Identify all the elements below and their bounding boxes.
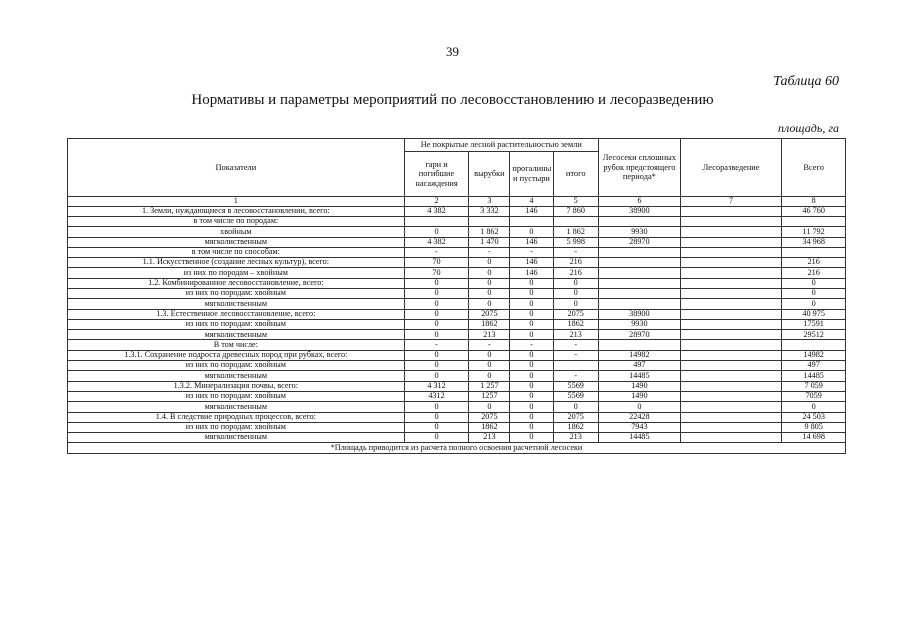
cell-cutting-areas: 28970 xyxy=(598,237,680,247)
table-row xyxy=(68,330,846,340)
row-label: в том числе по породам: xyxy=(68,216,405,226)
table-row xyxy=(68,216,846,226)
cell-total-uncovered: - xyxy=(553,340,598,350)
row-label: из них по породам: хвойным xyxy=(68,319,405,329)
table-label: Таблица 60 xyxy=(773,74,839,89)
header-afforestation: Лесоразведение xyxy=(680,139,781,197)
table-body xyxy=(68,206,846,443)
cell-glades: 0 xyxy=(510,288,553,298)
cell-glades: 0 xyxy=(510,309,553,319)
row-label: 1.2. Комбинированное лесовосстановление, всего: xyxy=(68,278,405,288)
cell-afforestation xyxy=(680,288,781,298)
cell-cutting-areas: 38900 xyxy=(598,309,680,319)
cell-total-uncovered: 216 xyxy=(553,258,598,268)
cell-grand-total: 40 975 xyxy=(782,309,846,319)
row-label: 1.3. Естественное лесовосстановление, всего: xyxy=(68,309,405,319)
row-label: из них по породам: хвойным xyxy=(68,391,405,401)
cell-afforestation xyxy=(680,299,781,309)
cell-glades: 0 xyxy=(510,227,553,237)
cell-clearcuts: 0 xyxy=(469,361,510,371)
cell-grand-total: 11 792 xyxy=(782,227,846,237)
cell-grand-total: 497 xyxy=(782,361,846,371)
footnote: *Площадь приводится из расчета полного освоения расчетной лесосеки xyxy=(68,443,846,453)
table-row xyxy=(68,391,846,401)
cell-clearcuts xyxy=(469,216,510,226)
row-label: 1.1. Искусственное (создание лесных культур), всего: xyxy=(68,258,405,268)
table-row xyxy=(68,422,846,432)
table-row xyxy=(68,350,846,360)
cell-glades: 0 xyxy=(510,381,553,391)
cell-afforestation xyxy=(680,371,781,381)
cell-grand-total xyxy=(782,340,846,350)
cell-glades xyxy=(510,216,553,226)
table-row xyxy=(68,206,846,216)
cell-clearcuts: 0 xyxy=(469,371,510,381)
cell-total-uncovered: - xyxy=(553,247,598,257)
table-row xyxy=(68,278,846,288)
header-indicators: Показатели xyxy=(68,139,405,197)
cell-burned: 0 xyxy=(404,422,469,432)
column-number-row xyxy=(68,197,846,207)
cell-afforestation xyxy=(680,422,781,432)
cell-cutting-areas: 14485 xyxy=(598,433,680,443)
cell-glades: - xyxy=(510,340,553,350)
cell-afforestation xyxy=(680,330,781,340)
cell-burned: 0 xyxy=(404,371,469,381)
cell-glades: 0 xyxy=(510,350,553,360)
cell-burned: 70 xyxy=(404,258,469,268)
cell-clearcuts: 0 xyxy=(469,350,510,360)
cell-burned: - xyxy=(404,247,469,257)
cell-clearcuts: 1 470 xyxy=(469,237,510,247)
data-table xyxy=(67,138,846,454)
cell-total-uncovered: 0 xyxy=(553,278,598,288)
cell-total-uncovered xyxy=(553,361,598,371)
header-burned: гари и погибшие насаждения xyxy=(404,152,469,197)
cell-burned: 0 xyxy=(404,288,469,298)
cell-afforestation xyxy=(680,350,781,360)
cell-total-uncovered xyxy=(553,216,598,226)
cell-afforestation xyxy=(680,391,781,401)
cell-afforestation xyxy=(680,227,781,237)
row-label: мягколиственным xyxy=(68,237,405,247)
cell-glades: 0 xyxy=(510,391,553,401)
cell-clearcuts: 0 xyxy=(469,258,510,268)
cell-cutting-areas xyxy=(598,258,680,268)
cell-glades: 0 xyxy=(510,371,553,381)
cell-total-uncovered: 1 862 xyxy=(553,227,598,237)
cell-glades: 0 xyxy=(510,319,553,329)
column-number: 6 xyxy=(598,197,680,207)
row-label: в том числе по способам: xyxy=(68,247,405,257)
cell-clearcuts: 1257 xyxy=(469,391,510,401)
cell-total-uncovered: 2075 xyxy=(553,309,598,319)
table-row xyxy=(68,319,846,329)
cell-burned: 0 xyxy=(404,319,469,329)
cell-grand-total: 14485 xyxy=(782,371,846,381)
cell-glades: - xyxy=(510,247,553,257)
cell-grand-total xyxy=(782,216,846,226)
table-row xyxy=(68,412,846,422)
cell-burned: 0 xyxy=(404,227,469,237)
cell-total-uncovered: 5 998 xyxy=(553,237,598,247)
cell-total-uncovered: - xyxy=(553,350,598,360)
cell-grand-total: 24 503 xyxy=(782,412,846,422)
cell-afforestation xyxy=(680,340,781,350)
cell-afforestation xyxy=(680,247,781,257)
cell-glades: 0 xyxy=(510,361,553,371)
cell-clearcuts: 2075 xyxy=(469,309,510,319)
cell-cutting-areas: 9930 xyxy=(598,227,680,237)
cell-total-uncovered: 1862 xyxy=(553,422,598,432)
table-row xyxy=(68,371,846,381)
row-label: 1.3.1. Сохранение подроста древесных пород при рубках, всего: xyxy=(68,350,405,360)
row-label: из них по породам: хвойным xyxy=(68,288,405,298)
cell-burned xyxy=(404,216,469,226)
cell-grand-total: 0 xyxy=(782,278,846,288)
cell-cutting-areas xyxy=(598,216,680,226)
cell-clearcuts: 2075 xyxy=(469,412,510,422)
cell-afforestation xyxy=(680,309,781,319)
row-label: хвойным xyxy=(68,227,405,237)
table-row xyxy=(68,227,846,237)
cell-total-uncovered: 1862 xyxy=(553,319,598,329)
cell-clearcuts: - xyxy=(469,247,510,257)
cell-total-uncovered: 5569 xyxy=(553,381,598,391)
cell-cutting-areas: 14982 xyxy=(598,350,680,360)
row-label: мягколиственным xyxy=(68,402,405,412)
cell-burned: 0 xyxy=(404,433,469,443)
table-row xyxy=(68,433,846,443)
cell-grand-total: 9 805 xyxy=(782,422,846,432)
cell-clearcuts: 213 xyxy=(469,330,510,340)
column-number: 2 xyxy=(404,197,469,207)
cell-total-uncovered: 7 860 xyxy=(553,206,598,216)
cell-total-uncovered: 213 xyxy=(553,330,598,340)
cell-burned: 0 xyxy=(404,361,469,371)
table-row xyxy=(68,361,846,371)
cell-total-uncovered: 5569 xyxy=(553,391,598,401)
row-label: мягколиственным xyxy=(68,433,405,443)
cell-clearcuts: 1 257 xyxy=(469,381,510,391)
cell-grand-total: 7 059 xyxy=(782,381,846,391)
cell-cutting-areas: 22428 xyxy=(598,412,680,422)
cell-total-uncovered: 216 xyxy=(553,268,598,278)
header-glades: прогалины и пустыри xyxy=(510,152,553,197)
cell-grand-total: 216 xyxy=(782,268,846,278)
cell-clearcuts: 3 332 xyxy=(469,206,510,216)
cell-cutting-areas xyxy=(598,247,680,257)
cell-afforestation xyxy=(680,216,781,226)
row-label: В том числе: xyxy=(68,340,405,350)
cell-total-uncovered: 0 xyxy=(553,402,598,412)
table-row xyxy=(68,381,846,391)
cell-afforestation xyxy=(680,433,781,443)
page-number: 39 xyxy=(446,44,459,59)
cell-clearcuts: 213 xyxy=(469,433,510,443)
cell-cutting-areas xyxy=(598,268,680,278)
cell-afforestation xyxy=(680,319,781,329)
cell-glades: 0 xyxy=(510,402,553,412)
cell-glades: 146 xyxy=(510,258,553,268)
row-label: из них по породам – хвойным xyxy=(68,268,405,278)
cell-clearcuts: 1 862 xyxy=(469,227,510,237)
cell-clearcuts: 0 xyxy=(469,299,510,309)
cell-grand-total: 14 698 xyxy=(782,433,846,443)
table-row xyxy=(68,247,846,257)
cell-burned: 0 xyxy=(404,309,469,319)
row-label: из них по породам: хвойным xyxy=(68,422,405,432)
cell-afforestation xyxy=(680,412,781,422)
cell-glades: 146 xyxy=(510,268,553,278)
cell-clearcuts: 0 xyxy=(469,268,510,278)
cell-glades: 146 xyxy=(510,237,553,247)
column-number: 5 xyxy=(553,197,598,207)
column-number: 7 xyxy=(680,197,781,207)
cell-total-uncovered: 0 xyxy=(553,288,598,298)
unit-label: площадь, га xyxy=(778,121,839,135)
cell-glades: 0 xyxy=(510,433,553,443)
cell-grand-total: 29512 xyxy=(782,330,846,340)
cell-burned: 4312 xyxy=(404,391,469,401)
column-number: 4 xyxy=(510,197,553,207)
cell-cutting-areas xyxy=(598,340,680,350)
cell-afforestation xyxy=(680,268,781,278)
table-row xyxy=(68,309,846,319)
cell-grand-total: 0 xyxy=(782,288,846,298)
header-clearcuts: вырубки xyxy=(469,152,510,197)
header-grand-total: Всего xyxy=(782,139,846,197)
table-row xyxy=(68,299,846,309)
cell-afforestation xyxy=(680,402,781,412)
cell-burned: - xyxy=(404,340,469,350)
cell-grand-total: 0 xyxy=(782,402,846,412)
cell-burned: 70 xyxy=(404,268,469,278)
cell-cutting-areas: 14485 xyxy=(598,371,680,381)
column-number: 8 xyxy=(782,197,846,207)
column-number: 1 xyxy=(68,197,405,207)
cell-burned: 4 312 xyxy=(404,381,469,391)
cell-afforestation xyxy=(680,278,781,288)
cell-burned: 4 382 xyxy=(404,237,469,247)
cell-glades: 0 xyxy=(510,422,553,432)
cell-glades: 0 xyxy=(510,330,553,340)
cell-cutting-areas xyxy=(598,278,680,288)
cell-grand-total: 216 xyxy=(782,258,846,268)
header-total-uncovered: итого xyxy=(553,152,598,197)
cell-burned: 0 xyxy=(404,278,469,288)
cell-cutting-areas: 28970 xyxy=(598,330,680,340)
row-label: мягколиственным xyxy=(68,299,405,309)
cell-grand-total: 17591 xyxy=(782,319,846,329)
cell-clearcuts: - xyxy=(469,340,510,350)
table-row xyxy=(68,340,846,350)
cell-cutting-areas: 38900 xyxy=(598,206,680,216)
row-label: 1.4. В следствие природных процессов, всего: xyxy=(68,412,405,422)
row-label: 1.3.2. Минерализация почвы, всего: xyxy=(68,381,405,391)
cell-clearcuts: 0 xyxy=(469,288,510,298)
cell-burned: 0 xyxy=(404,299,469,309)
cell-clearcuts: 1862 xyxy=(469,319,510,329)
cell-clearcuts: 0 xyxy=(469,278,510,288)
cell-afforestation xyxy=(680,361,781,371)
table-row xyxy=(68,268,846,278)
cell-glades: 0 xyxy=(510,299,553,309)
header-cutting-areas: Лесосеки сплошных рубок предстоящего периода* xyxy=(598,139,680,197)
cell-cutting-areas: 497 xyxy=(598,361,680,371)
cell-clearcuts: 0 xyxy=(469,402,510,412)
cell-grand-total: 0 xyxy=(782,299,846,309)
cell-burned: 0 xyxy=(404,412,469,422)
cell-burned: 0 xyxy=(404,330,469,340)
table-row xyxy=(68,288,846,298)
cell-cutting-areas: 1490 xyxy=(598,391,680,401)
cell-total-uncovered: 213 xyxy=(553,433,598,443)
cell-cutting-areas xyxy=(598,299,680,309)
row-label: из них по породам: хвойным xyxy=(68,361,405,371)
page-title: Нормативы и параметры мероприятий по лесовосстановлению и лесоразведению xyxy=(191,92,714,108)
column-number: 3 xyxy=(469,197,510,207)
cell-total-uncovered: 2075 xyxy=(553,412,598,422)
row-label: 1. Земли, нуждающиеся в лесовосстановлении, всего: xyxy=(68,206,405,216)
table-row xyxy=(68,258,846,268)
cell-cutting-areas: 1490 xyxy=(598,381,680,391)
cell-cutting-areas: 9930 xyxy=(598,319,680,329)
cell-afforestation xyxy=(680,381,781,391)
row-label: мягколиственным xyxy=(68,371,405,381)
table-row xyxy=(68,237,846,247)
cell-cutting-areas: 7943 xyxy=(598,422,680,432)
cell-grand-total xyxy=(782,247,846,257)
cell-grand-total: 14982 xyxy=(782,350,846,360)
cell-clearcuts: 1862 xyxy=(469,422,510,432)
cell-total-uncovered: 0 xyxy=(553,299,598,309)
cell-glades: 146 xyxy=(510,206,553,216)
cell-burned: 0 xyxy=(404,402,469,412)
cell-afforestation xyxy=(680,237,781,247)
table-row xyxy=(68,402,846,412)
cell-burned: 0 xyxy=(404,350,469,360)
cell-grand-total: 46 760 xyxy=(782,206,846,216)
cell-burned: 4 382 xyxy=(404,206,469,216)
cell-glades: 0 xyxy=(510,412,553,422)
row-label: мягколиственным xyxy=(68,330,405,340)
cell-grand-total: 7059 xyxy=(782,391,846,401)
cell-total-uncovered: - xyxy=(553,371,598,381)
cell-grand-total: 34 968 xyxy=(782,237,846,247)
cell-glades: 0 xyxy=(510,278,553,288)
cell-cutting-areas xyxy=(598,288,680,298)
header-uncovered-group: Не покрытые лесной растительностью земли xyxy=(404,139,598,152)
cell-cutting-areas: 0 xyxy=(598,402,680,412)
cell-afforestation xyxy=(680,206,781,216)
cell-afforestation xyxy=(680,258,781,268)
